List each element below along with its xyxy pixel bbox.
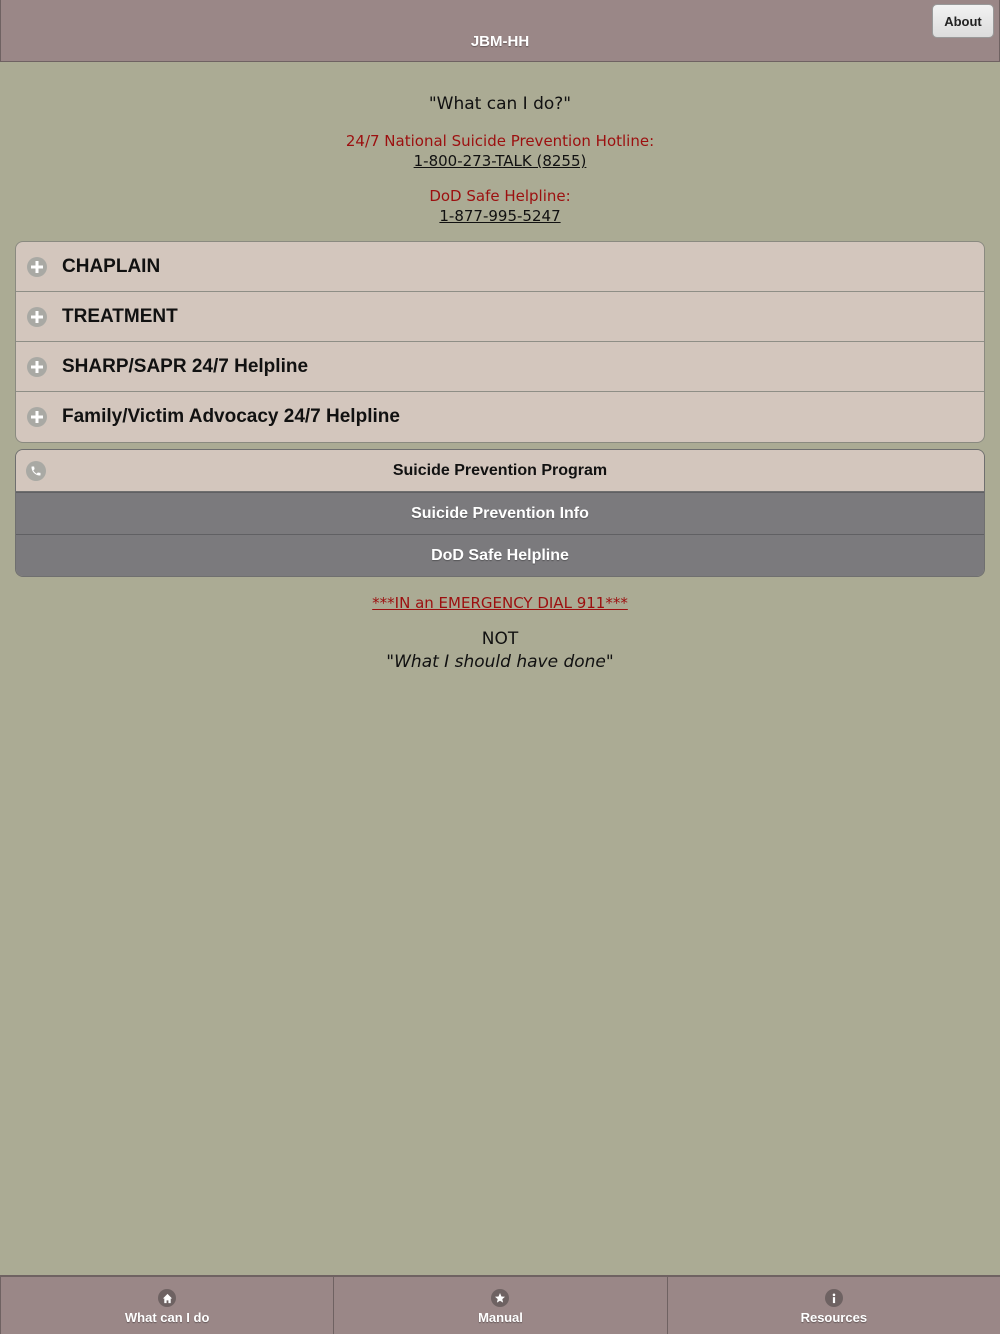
- collapsible-treatment[interactable]: [16, 292, 984, 342]
- collapsible-label: Family/Victim Advocacy 24/7 Helpline: [62, 406, 400, 427]
- list-item-suicide-prevention-info[interactable]: Suicide Prevention Info: [16, 492, 984, 534]
- safe-helpline-label: DoD Safe Helpline:: [429, 187, 571, 205]
- collapsible-label: CHAPLAIN: [62, 255, 161, 277]
- plus-icon: [27, 407, 47, 427]
- nav-label: Resources: [800, 1310, 868, 1325]
- plus-icon: [27, 257, 47, 277]
- home-icon: [158, 1289, 176, 1307]
- hotline-label: 24/7 National Suicide Prevention Hotline:: [345, 132, 655, 150]
- not-text: NOT: [481, 629, 519, 649]
- phone-icon: [26, 461, 46, 481]
- list-item-dod-safe-helpline[interactable]: DoD Safe Helpline: [16, 534, 984, 576]
- star-icon: [491, 1289, 509, 1307]
- header-bar: [0, 0, 1000, 62]
- collapsible-chaplain[interactable]: [16, 242, 984, 292]
- plus-icon: [27, 307, 47, 327]
- emergency-link[interactable]: ***IN an EMERGENCY DIAL 911***: [372, 594, 628, 612]
- nav-label: Manual: [478, 1310, 523, 1325]
- nav-what-can-i-do[interactable]: [0, 1277, 334, 1334]
- nav-resources[interactable]: [668, 1277, 1000, 1334]
- suicide-prevention-list: [15, 449, 985, 577]
- collapsible-family-advocacy[interactable]: [16, 392, 984, 442]
- hotline-number-link[interactable]: 1-800-273-TALK (8255): [413, 152, 587, 170]
- info-icon: [825, 1289, 843, 1307]
- collapsible-label: SHARP/SAPR 24/7 Helpline: [62, 355, 309, 377]
- collapsible-label: TREATMENT: [62, 305, 178, 327]
- quote-text: "What I should have done": [386, 652, 614, 672]
- nav-manual[interactable]: [334, 1277, 667, 1334]
- collapsible-set: [15, 241, 985, 443]
- page-title: JBM-HH: [470, 33, 530, 50]
- safe-helpline-number-link[interactable]: 1-877-995-5247: [439, 207, 561, 225]
- collapsible-sharp-sapr[interactable]: [16, 342, 984, 392]
- list-header-label: Suicide Prevention Program: [392, 461, 608, 479]
- plus-icon: [27, 357, 47, 377]
- page-heading: "What can I do?": [428, 94, 572, 114]
- about-button[interactable]: About: [932, 4, 994, 38]
- list-header[interactable]: [16, 450, 984, 492]
- footer-navbar: [0, 1275, 1000, 1334]
- nav-label: What can I do: [124, 1310, 210, 1325]
